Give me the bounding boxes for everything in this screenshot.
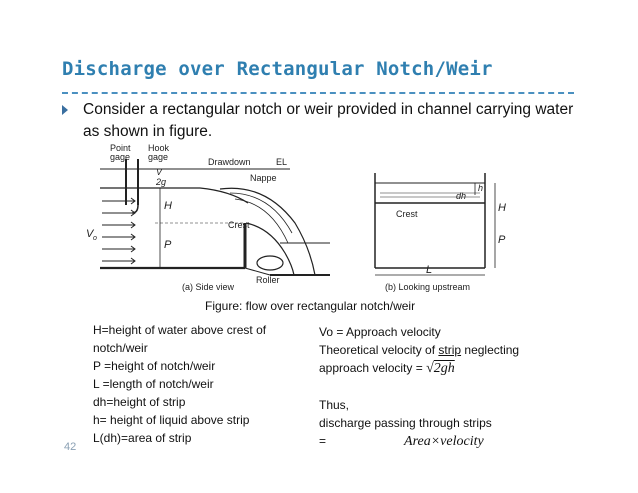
bullet-arrow-icon: [62, 105, 68, 115]
figure-caption: Figure: flow over rectangular notch/weir: [205, 299, 416, 313]
nappe-label: Nappe: [250, 173, 277, 183]
velocity-explanation: [319, 323, 579, 451]
approach-velocity-line: Vo = Approach velocity: [319, 325, 441, 339]
title-divider: [62, 92, 574, 94]
h-front-label: H: [498, 202, 506, 214]
el-label: EL: [276, 157, 288, 167]
theoretical-text: Theoretical velocity of: [319, 343, 439, 357]
sqrt-formula: √2gh: [426, 361, 455, 376]
vo-label: V: [86, 228, 94, 240]
side-view-diagram: [100, 159, 330, 275]
h-label: H: [164, 200, 172, 212]
sqrt-radicand: 2gh: [433, 361, 455, 376]
discharge-line: discharge passing through strips: [319, 416, 492, 430]
point-gage-label: Point: [110, 143, 131, 153]
drawdown-label: Drawdown: [208, 157, 251, 167]
dh-label: dh: [456, 191, 467, 201]
p-front-label: P: [498, 234, 506, 246]
weir-figure: [80, 143, 555, 293]
l-label: L: [426, 264, 433, 276]
bullet-text: Consider a rectangular notch or weir provided in channel carrying water as shown in figure.: [83, 101, 574, 140]
point-gage-label-2: gage: [110, 152, 131, 162]
area-velocity-line: [319, 432, 579, 451]
definition-line: L =length of notch/weir: [93, 377, 214, 391]
definitions-list: [93, 321, 308, 447]
equals-sign: =: [319, 434, 327, 448]
definition-line: L(dh)=area of strip: [93, 431, 192, 445]
definition-line: H=height of water above crest of: [93, 323, 267, 337]
definition-line: P =height of notch/weir: [93, 359, 216, 373]
definition-line: h= height of liquid above strip: [93, 413, 250, 427]
neglecting-text: neglecting: [461, 343, 520, 357]
front-view-diagram: [375, 173, 495, 275]
definition-line: notch/weir: [93, 341, 148, 355]
roller-label: Roller: [256, 275, 280, 285]
strip-underlined-text: strip: [438, 343, 462, 357]
definition-line: dh=height of strip: [93, 395, 186, 409]
h-small-label: h: [478, 183, 484, 193]
hook-gage-label-2: gage: [148, 152, 169, 162]
crest-side-label: Crest: [228, 220, 250, 230]
approach-text: approach velocity =: [319, 361, 427, 375]
theoretical-velocity-line: [319, 341, 579, 359]
thus-line: Thus,: [319, 398, 350, 412]
side-view-label: (a) Side view: [182, 282, 235, 292]
page-number: 42: [64, 441, 77, 453]
two-g-label: 2g: [156, 177, 167, 187]
looking-upstream-label: (b) Looking upstream: [385, 282, 471, 292]
p-label: P: [164, 239, 172, 251]
v2-label: V: [156, 167, 163, 177]
crest-front-label: Crest: [396, 209, 418, 219]
area-velocity-formula: Area×velocity: [404, 434, 484, 449]
approach-velocity-formula-line: [319, 359, 579, 378]
vo-sub-label: o: [93, 235, 97, 242]
hook-gage-label: Hook: [148, 143, 170, 153]
slide-title: Discharge over Rectangular Notch/Weir: [62, 58, 493, 80]
